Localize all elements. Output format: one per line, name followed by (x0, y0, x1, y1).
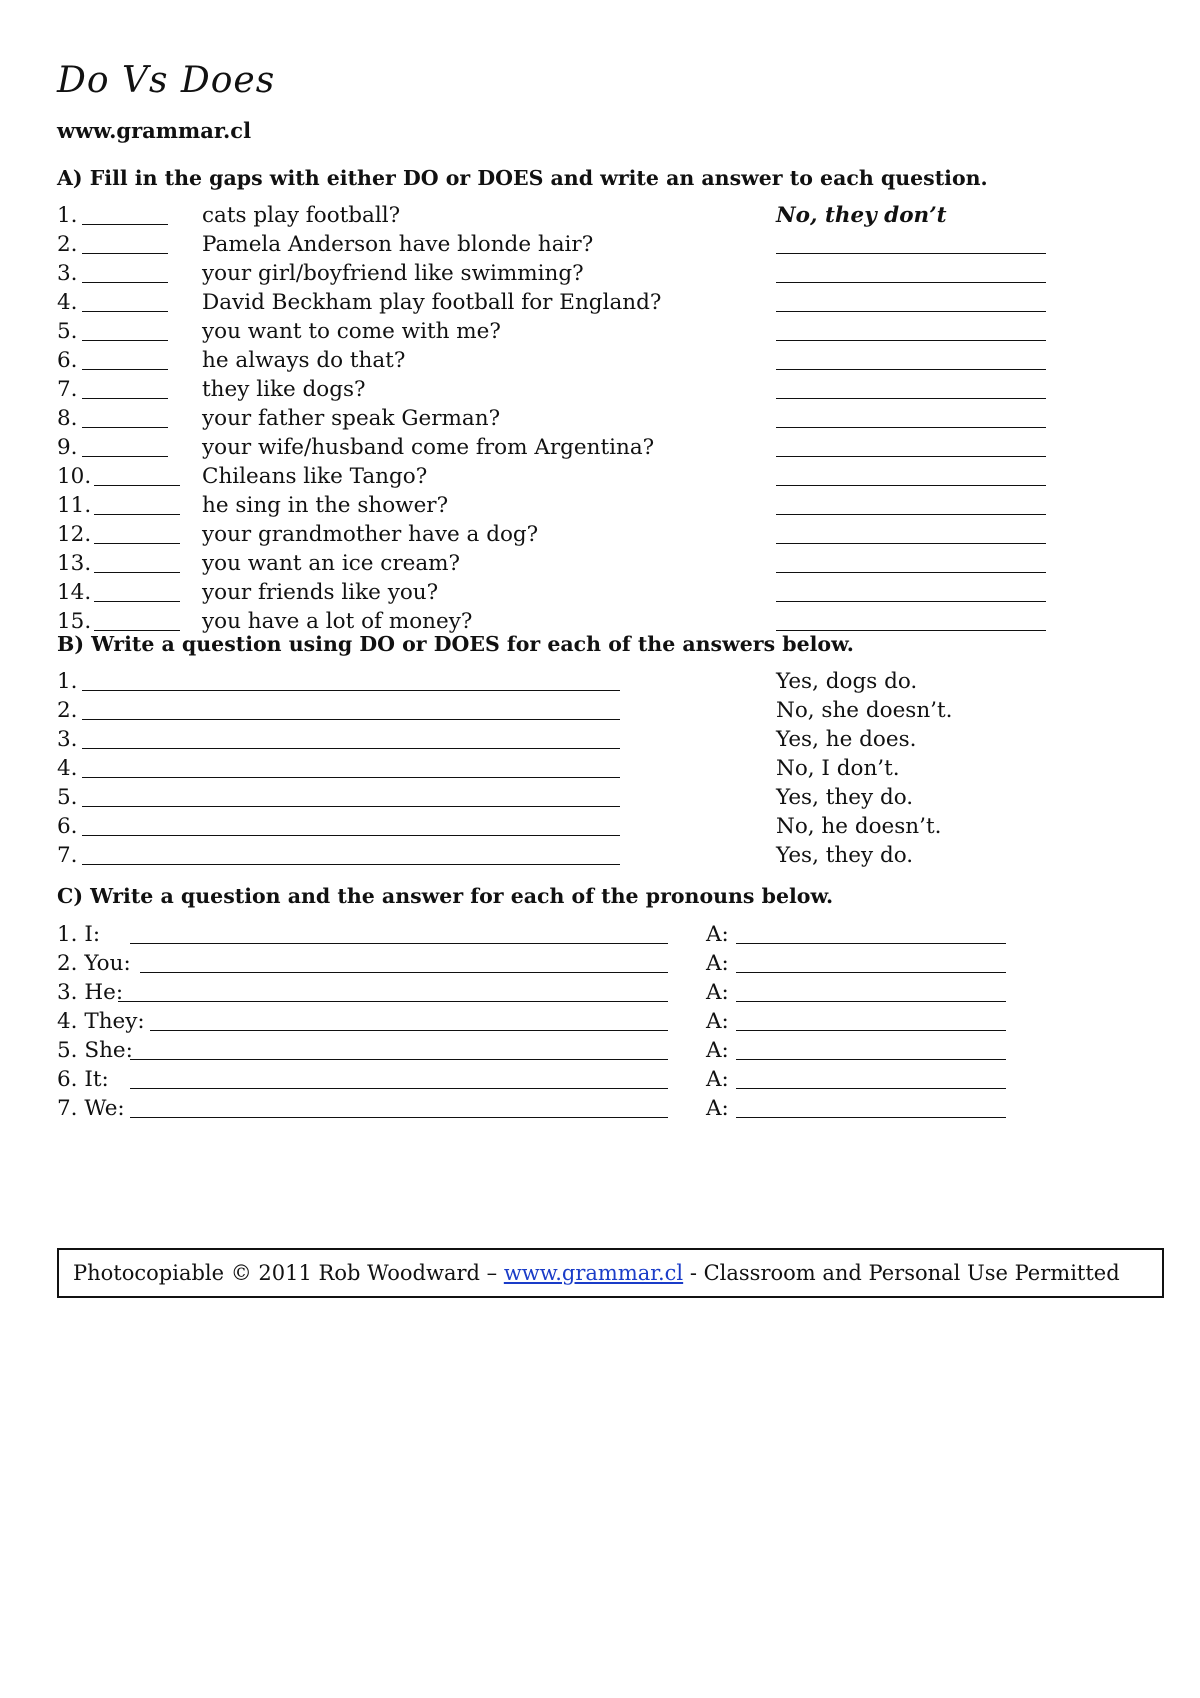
question-number: 13. (57, 551, 92, 576)
question-text: your father speak German? (202, 406, 501, 431)
answer-blank[interactable] (776, 231, 1046, 254)
given-answer: No, she doesn’t. (776, 698, 953, 723)
answer-label: A: (706, 1067, 729, 1092)
answer-blank[interactable] (776, 434, 1046, 457)
footer-box (57, 1248, 1164, 1298)
question-row (0, 492, 1200, 521)
question-row (0, 579, 1200, 608)
question-text: you want to come with me? (202, 319, 501, 344)
question-text: cats play football? (202, 203, 401, 228)
do-does-blank[interactable] (94, 463, 180, 486)
pronoun-label: 6. It: (57, 1067, 109, 1092)
question-blank[interactable] (150, 1008, 668, 1031)
example-answer: No, they don’t (776, 203, 947, 228)
section-a-heading: A) Fill in the gaps with either DO or DOES and write an answer to each question. (57, 166, 988, 190)
question-text: your friends like you? (202, 580, 439, 605)
question-row (0, 347, 1200, 376)
answer-blank[interactable] (736, 950, 1006, 973)
question-text: Chileans like Tango? (202, 464, 428, 489)
question-blank[interactable] (140, 950, 668, 973)
answer-blank[interactable] (776, 347, 1046, 370)
answer-blank[interactable] (776, 289, 1046, 312)
pronoun-row (0, 950, 1200, 979)
pronoun-label: 4. They: (57, 1009, 145, 1034)
answer-label: A: (706, 1038, 729, 1063)
do-does-blank[interactable] (82, 289, 168, 312)
do-does-blank[interactable] (94, 492, 180, 515)
pronoun-label: 7. We: (57, 1096, 125, 1121)
pronoun-label: 3. He: (57, 980, 124, 1005)
question-number: 2. (57, 232, 78, 257)
question-row (0, 463, 1200, 492)
pronoun-row (0, 1008, 1200, 1037)
question-text: Pamela Anderson have blonde hair? (202, 232, 594, 257)
question-text: you have a lot of money? (202, 609, 473, 634)
question-number: 14. (57, 580, 92, 605)
question-row (0, 434, 1200, 463)
question-row (0, 842, 1200, 871)
question-row (0, 405, 1200, 434)
question-text: your girl/boyfriend like swimming? (202, 261, 584, 286)
given-answer: No, he doesn’t. (776, 814, 942, 839)
given-answer: No, I don’t. (776, 756, 900, 781)
question-blank[interactable] (82, 842, 620, 865)
do-does-blank[interactable] (94, 550, 180, 573)
question-blank[interactable] (130, 1037, 668, 1060)
question-number: 6. (57, 814, 78, 839)
given-answer: Yes, he does. (776, 727, 917, 752)
footer-link[interactable]: www.grammar.cl (503, 1261, 684, 1285)
question-blank[interactable] (82, 726, 620, 749)
question-blank[interactable] (82, 784, 620, 807)
section-b-heading: B) Write a question using DO or DOES for each of the answers below. (57, 632, 854, 656)
do-does-blank[interactable] (94, 608, 180, 631)
question-row (0, 260, 1200, 289)
section-a-list (0, 202, 1200, 637)
pronoun-row (0, 979, 1200, 1008)
question-row (0, 376, 1200, 405)
question-row (0, 318, 1200, 347)
question-number: 5. (57, 785, 78, 810)
question-number: 3. (57, 727, 78, 752)
question-text: he always do that? (202, 348, 406, 373)
answer-blank[interactable] (736, 921, 1006, 944)
question-blank[interactable] (130, 1095, 668, 1118)
page-title: Do Vs Does (57, 60, 276, 101)
pronoun-row (0, 1066, 1200, 1095)
do-does-blank[interactable] (94, 579, 180, 602)
given-answer: Yes, they do. (776, 843, 914, 868)
answer-blank[interactable] (776, 492, 1046, 515)
section-b-list (0, 668, 1200, 871)
answer-blank[interactable] (776, 550, 1046, 573)
answer-blank[interactable] (776, 579, 1046, 602)
answer-blank[interactable] (736, 1066, 1006, 1089)
question-row (0, 784, 1200, 813)
question-number: 12. (57, 522, 92, 547)
question-blank[interactable] (130, 1066, 668, 1089)
question-number: 7. (57, 377, 78, 402)
footer-copyright: Photocopiable © 2011 Rob Woodward – (73, 1261, 504, 1285)
answer-blank[interactable] (776, 260, 1046, 283)
question-text: he sing in the shower? (202, 493, 449, 518)
given-answer: Yes, dogs do. (776, 669, 918, 694)
question-number: 2. (57, 698, 78, 723)
question-text: your wife/husband come from Argentina? (202, 435, 655, 460)
do-does-blank[interactable] (82, 405, 168, 428)
section-c-heading: C) Write a question and the answer for each of the pronouns below. (57, 884, 834, 908)
question-number: 7. (57, 843, 78, 868)
do-does-blank[interactable] (82, 318, 168, 341)
question-text: you want an ice cream? (202, 551, 461, 576)
question-row (0, 813, 1200, 842)
question-row (0, 697, 1200, 726)
given-answer: Yes, they do. (776, 785, 914, 810)
answer-label: A: (706, 980, 729, 1005)
question-number: 4. (57, 756, 78, 781)
pronoun-row (0, 1095, 1200, 1124)
question-row (0, 202, 1200, 231)
answer-label: A: (706, 922, 729, 947)
answer-blank[interactable] (736, 1008, 1006, 1031)
question-text: your grandmother have a dog? (202, 522, 539, 547)
question-blank[interactable] (82, 668, 620, 691)
question-row (0, 755, 1200, 784)
question-number: 6. (57, 348, 78, 373)
question-number: 5. (57, 319, 78, 344)
question-blank[interactable] (82, 755, 620, 778)
do-does-blank[interactable] (82, 260, 168, 283)
answer-blank[interactable] (776, 608, 1046, 631)
question-row (0, 521, 1200, 550)
answer-blank[interactable] (776, 376, 1046, 399)
question-row (0, 668, 1200, 697)
pronoun-label: 2. You: (57, 951, 131, 976)
question-number: 10. (57, 464, 92, 489)
pronoun-label: 1. I: (57, 922, 101, 947)
question-number: 8. (57, 406, 78, 431)
section-c-list (0, 921, 1200, 1124)
question-text: they like dogs? (202, 377, 366, 402)
question-number: 9. (57, 435, 78, 460)
question-number: 11. (57, 493, 92, 518)
answer-label: A: (706, 951, 729, 976)
do-does-blank[interactable] (82, 434, 168, 457)
do-does-blank[interactable] (94, 521, 180, 544)
question-number: 3. (57, 261, 78, 286)
answer-blank[interactable] (776, 405, 1046, 428)
question-row (0, 726, 1200, 755)
answer-blank[interactable] (776, 463, 1046, 486)
question-text: David Beckham play football for England? (202, 290, 662, 315)
do-does-blank[interactable] (82, 202, 168, 225)
question-number: 15. (57, 609, 92, 634)
pronoun-row (0, 1037, 1200, 1066)
answer-blank[interactable] (776, 318, 1046, 341)
question-blank[interactable] (82, 697, 620, 720)
answer-blank[interactable] (736, 1037, 1006, 1060)
answer-blank[interactable] (736, 1095, 1006, 1118)
question-blank[interactable] (130, 921, 668, 944)
do-does-blank[interactable] (82, 376, 168, 399)
question-blank[interactable] (118, 979, 668, 1002)
pronoun-row (0, 921, 1200, 950)
website-label: www.grammar.cl (57, 118, 252, 143)
pronoun-label: 5. She: (57, 1038, 133, 1063)
question-number: 1. (57, 203, 78, 228)
footer-permission: - Classroom and Personal Use Permitted (683, 1261, 1120, 1285)
answer-label: A: (706, 1096, 729, 1121)
question-row (0, 550, 1200, 579)
answer-label: A: (706, 1009, 729, 1034)
question-blank[interactable] (82, 813, 620, 836)
answer-blank[interactable] (736, 979, 1006, 1002)
question-number: 4. (57, 290, 78, 315)
do-does-blank[interactable] (82, 231, 168, 254)
question-row (0, 231, 1200, 260)
question-row (0, 289, 1200, 318)
answer-blank[interactable] (776, 521, 1046, 544)
do-does-blank[interactable] (82, 347, 168, 370)
question-number: 1. (57, 669, 78, 694)
